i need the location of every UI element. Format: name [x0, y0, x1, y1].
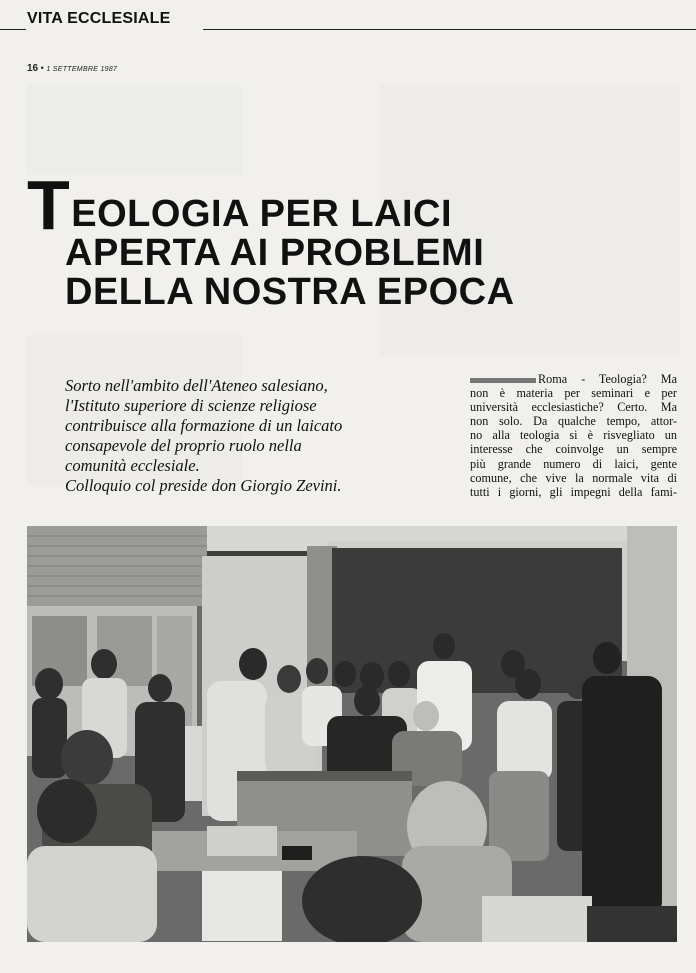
lead-line: l'Istituto superiore di scienze religiose [65, 396, 317, 415]
article-headline [27, 166, 667, 313]
folio-separator: • [40, 63, 44, 73]
body-line-first [470, 372, 677, 386]
body-line: interesse che coinvolge un sempre [470, 442, 677, 457]
lead-line: consapevole del proprio ruolo nella [65, 436, 302, 455]
page-number: 16 [27, 63, 39, 74]
bleed-through-text [27, 85, 242, 175]
classroom-photo-illustration [27, 526, 677, 942]
article-body [470, 372, 677, 499]
headline-line-2: APERTA AI PROBLEMI [65, 232, 485, 274]
body-line-text: Roma - Teologia? Ma [538, 372, 677, 386]
classroom-photo [27, 526, 677, 942]
folio [27, 63, 117, 74]
body-line: università ecclesiastiche? Certo. Ma [470, 400, 677, 415]
section-label: VITA ECCLESIALE [27, 10, 171, 27]
headline-dropcap: T [27, 166, 71, 244]
body-line: comune, che vive la normale vita di [470, 470, 677, 485]
headline-line-1-text: EOLOGIA PER LAICI [71, 193, 453, 235]
section-rule-left [0, 29, 26, 30]
lead-line: comunità ecclesiale. [65, 456, 200, 475]
lead-line: contribuisce alla formazione di un laicato [65, 416, 343, 435]
body-line: più grande numero di laici, gente [470, 456, 677, 471]
section-rule-right [203, 29, 696, 30]
body-line: non solo. Da qualche tempo, attor- [470, 414, 677, 429]
article-lead [65, 376, 445, 496]
issue-date: 1 SETTEMBRE 1987 [46, 66, 118, 73]
body-line: no alla teologia si è risvegliato un [470, 428, 677, 443]
lead-line: Sorto nell'ambito dell'Ateneo salesiano, [65, 376, 328, 395]
body-line: tutti i giorni, gli impegni della fami- [470, 484, 677, 499]
body-line: non è materia per seminari e per [470, 386, 677, 401]
section-header [0, 10, 696, 32]
byline-bar [470, 378, 536, 383]
headline-line-1 [27, 166, 667, 244]
lead-line: Colloquio col preside don Giorgio Zevini. [65, 476, 342, 495]
headline-line-3: DELLA NOSTRA EPOCA [65, 271, 515, 313]
